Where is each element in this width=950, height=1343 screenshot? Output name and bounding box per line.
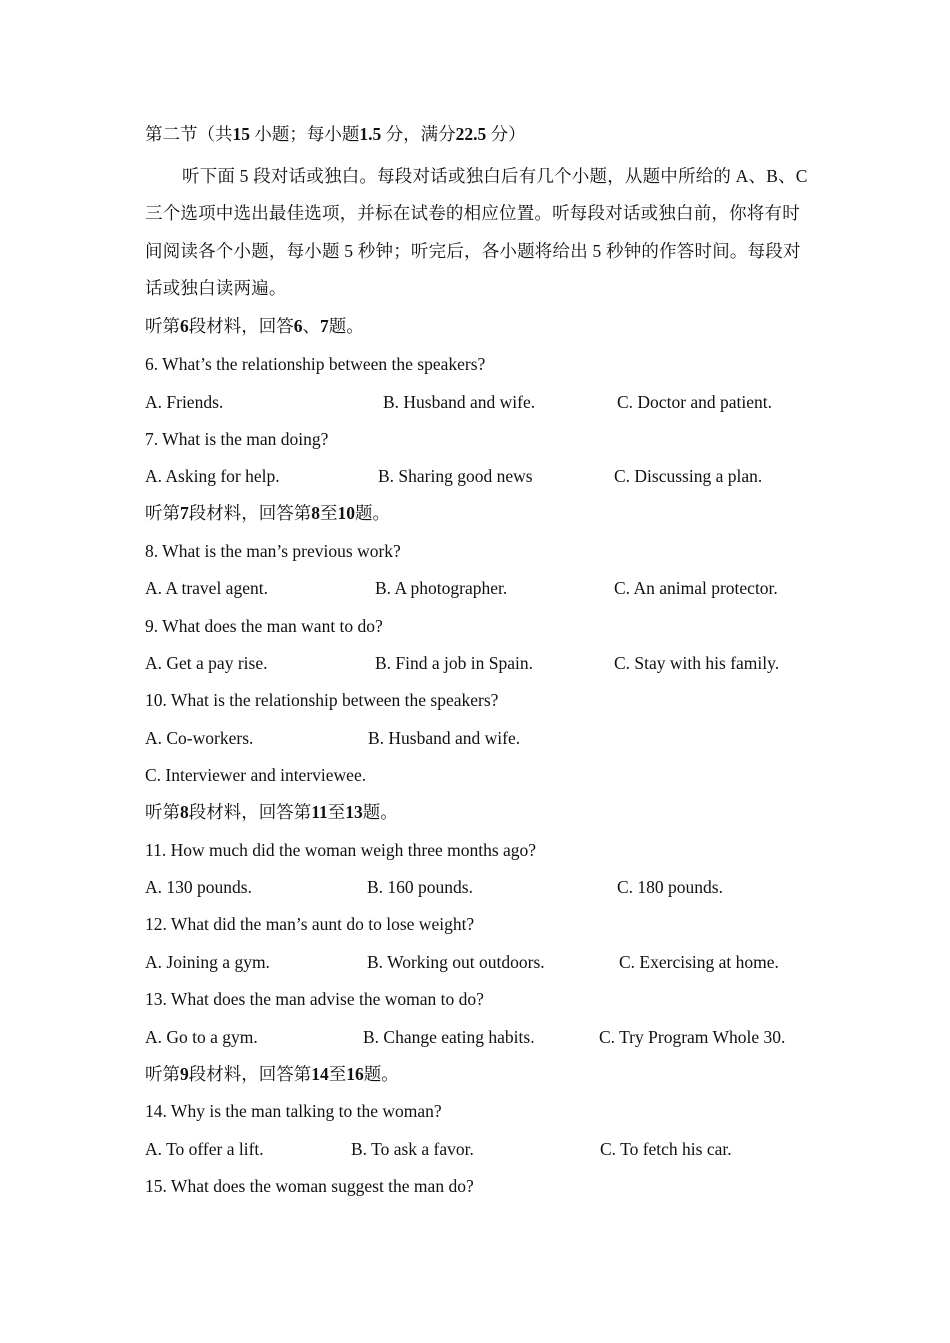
material-heading: 听第8段材料，回答第11至13题。 [145, 802, 398, 822]
question-text: 13. What does the man advise the woman to do? [145, 989, 484, 1009]
option-b: B. A photographer. [375, 578, 508, 598]
question-count: 15 [232, 124, 250, 144]
question-text: 7. What is the man doing? [145, 429, 329, 449]
option-b: B. Working out outdoors. [367, 952, 545, 972]
option-c: C. Interviewer and interviewee. [145, 765, 367, 785]
question-text: 11. How much did the woman weigh three months ago? [145, 840, 537, 860]
option-c: C. To fetch his car. [600, 1139, 732, 1159]
option-b: B. Change eating habits. [363, 1027, 535, 1047]
total-points: 22.5 [455, 124, 487, 144]
instructions-paragraph [145, 158, 813, 307]
option-a: A. Co-workers. [145, 728, 254, 748]
option-b: B. To ask a favor. [351, 1139, 474, 1159]
option-c: C. Doctor and patient. [617, 392, 773, 412]
option-c: C. Try Program Whole 30. [599, 1027, 786, 1047]
question-text: 10. What is the relationship between the speakers? [145, 690, 499, 710]
question-text: 15. What does the woman suggest the man do? [145, 1176, 474, 1196]
option-c: C. Exercising at home. [619, 952, 779, 972]
option-a: A. To offer a lift. [145, 1139, 264, 1159]
question-text: 12. What did the man’s aunt do to lose weight? [145, 914, 475, 934]
option-b: B. Husband and wife. [368, 728, 521, 748]
option-a: A. Friends. [145, 392, 224, 412]
section-header [145, 122, 526, 146]
section-header-text: 第二节（共 [145, 124, 233, 144]
section-header-text: 分） [486, 124, 526, 144]
option-a: A. Go to a gym. [145, 1027, 258, 1047]
question-text: 8. What is the man’s previous work? [145, 541, 401, 561]
material-heading: 听第7段材料，回答第8至10题。 [145, 503, 390, 523]
option-a: A. Get a pay rise. [145, 653, 268, 673]
option-b: B. Husband and wife. [383, 392, 536, 412]
option-b: B. 160 pounds. [367, 877, 473, 897]
material-heading: 听第6段材料，回答6、7题。 [145, 316, 364, 336]
question-text: 9. What does the man want to do? [145, 616, 383, 636]
question-text: 14. Why is the man talking to the woman? [145, 1101, 442, 1121]
option-a: A. Joining a gym. [145, 952, 270, 972]
option-c: C. An animal protector. [614, 578, 778, 598]
option-b: B. Sharing good news [378, 466, 533, 486]
option-a: A. 130 pounds. [145, 877, 252, 897]
points-per-question: 1.5 [359, 124, 382, 144]
option-a: A. Asking for help. [145, 466, 280, 486]
instructions-text: 听下面 5 段对话或独白。每段对话或独白后有几个小题，从题中所给的 A、B、C 三个选项中选出最佳选项，并标在试卷的相应位置。听每段对话或独白前，你将有时间阅读各个小题，每小题 5 秒钟；听完后，各小题将给出 5 秒钟的作答时间。每段对话或独白读两遍。 [145, 166, 808, 298]
option-c: C. 180 pounds. [617, 877, 723, 897]
option-a: A. A travel agent. [145, 578, 268, 598]
section-header-text: 小题；每小题 [250, 124, 360, 144]
option-c: C. Stay with his family. [614, 653, 780, 673]
option-b: B. Find a job in Spain. [375, 653, 533, 673]
option-c: C. Discussing a plan. [614, 466, 763, 486]
question-text: 6. What’s the relationship between the speakers? [145, 354, 486, 374]
material-heading: 听第9段材料，回答第14至16题。 [145, 1064, 399, 1084]
section-header-text: 分，满分 [381, 124, 456, 144]
